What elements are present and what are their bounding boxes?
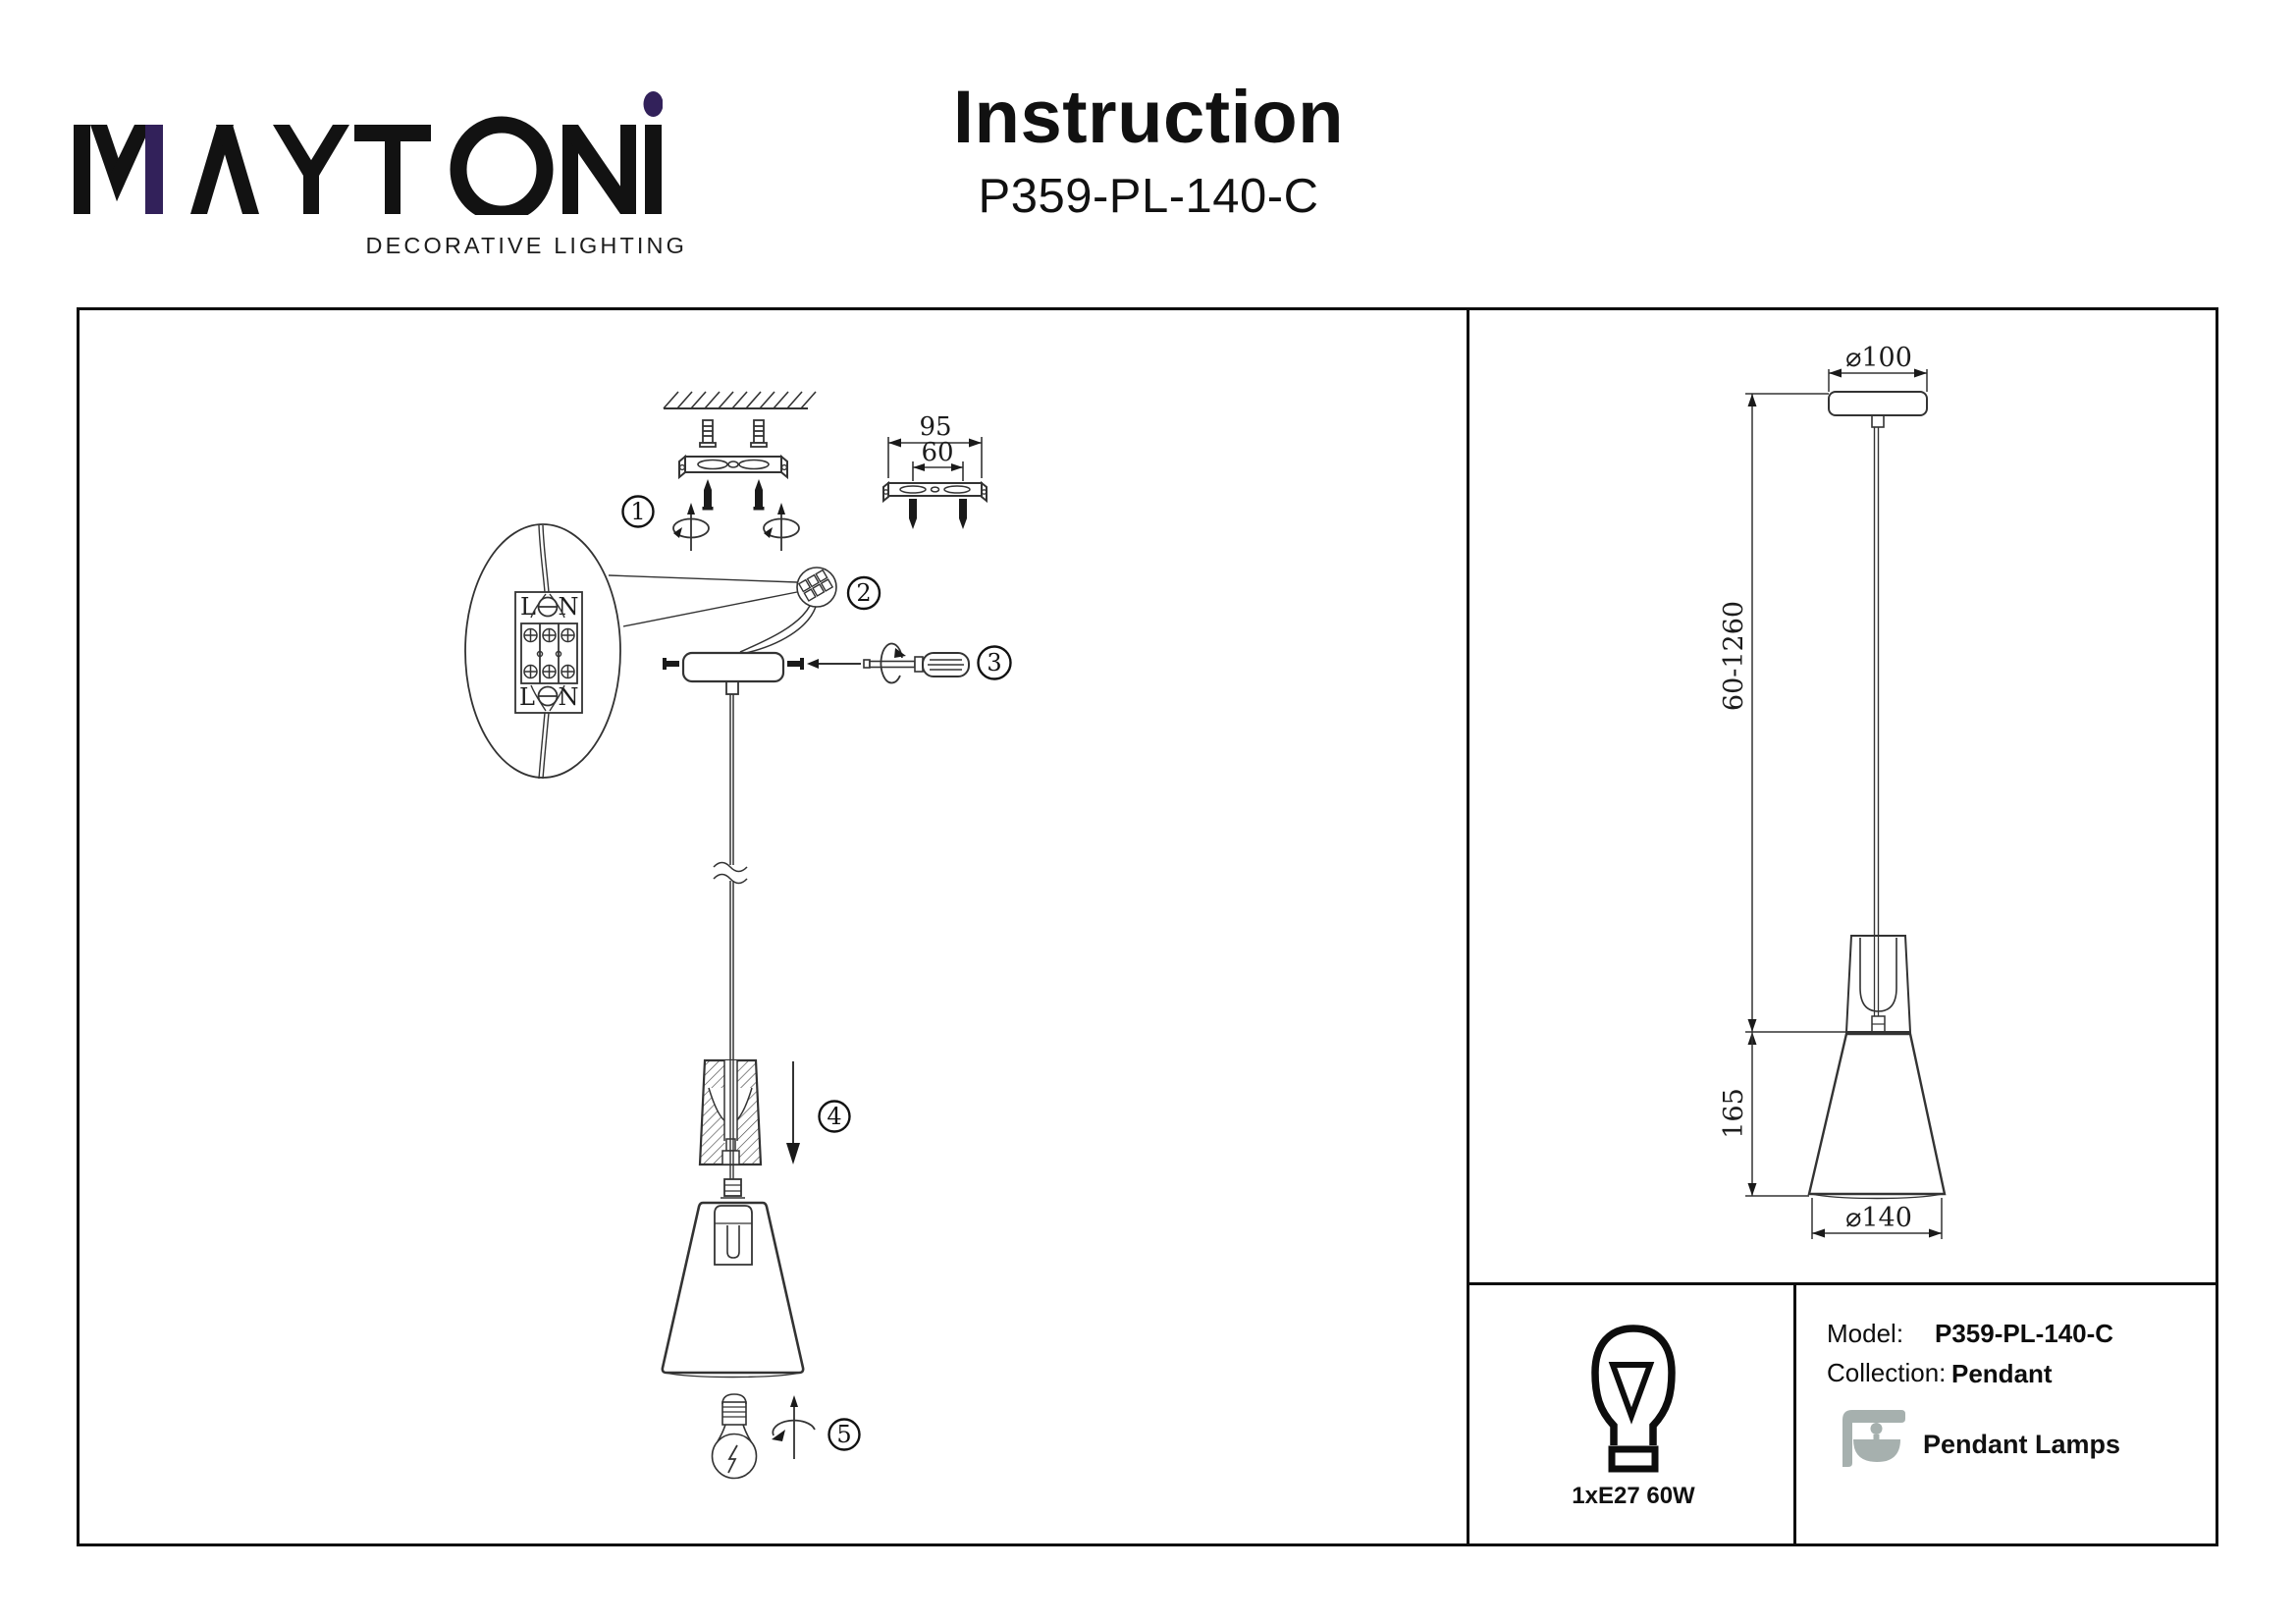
light-bulb-icon [713, 1394, 757, 1479]
logo-purple-stem [145, 125, 163, 214]
logo-purple-dot [644, 91, 664, 117]
logo-tagline: DECORATIVE LIGHTING [365, 233, 687, 258]
screw-icon [909, 499, 967, 529]
brand-name [0, 0, 1, 1]
step-1-badge [623, 497, 654, 527]
bulb-icon [1590, 1324, 1677, 1473]
svg-text:165: 165 [1719, 1088, 1749, 1139]
dimension-suspension-height [1745, 394, 1907, 1045]
lampshade [663, 1203, 803, 1378]
model-label: Model: [1827, 1319, 1904, 1348]
svg-text:⌀100: ⌀100 [1845, 343, 1912, 373]
screw-icon [703, 479, 765, 511]
svg-text:L: L [519, 683, 535, 711]
mounting-bracket [679, 457, 787, 477]
maytoni-logo [74, 91, 663, 215]
page-title: Instruction [952, 76, 1345, 159]
title-block [883, 76, 1414, 224]
step-4-badge [820, 1102, 850, 1132]
rotation-arrow-icon [673, 503, 799, 551]
svg-text:2: 2 [856, 579, 872, 607]
step-3-badge [979, 647, 1011, 679]
model-number-title: P359-PL-140-C [978, 170, 1319, 223]
lightning-icon [728, 1445, 737, 1473]
canopy-outline [1829, 392, 1927, 427]
dimension-spec-panel [1467, 307, 2218, 1546]
svg-text:⌀140: ⌀140 [1845, 1203, 1912, 1233]
svg-text:4: 4 [827, 1103, 842, 1130]
insert-arrow [807, 659, 861, 669]
spec-divider-horizontal [1469, 1282, 2216, 1285]
down-arrow-icon [786, 1061, 800, 1164]
svg-text:60-1260: 60-1260 [1719, 600, 1749, 712]
pendant-lamp-icon [1839, 1410, 1905, 1467]
collection-value: Pendant [1951, 1359, 2053, 1388]
assembly-diagram-panel [77, 307, 1469, 1546]
assembly-diagram [80, 310, 1467, 1543]
rotation-arrow-icon [772, 1395, 815, 1459]
suspension-cord [714, 694, 747, 1060]
svg-text:L: L [520, 593, 536, 621]
step-2-badge [848, 577, 880, 609]
lamp-spec: 1xE27 60W [1572, 1483, 1695, 1509]
lampshade-outline [1809, 1034, 1945, 1199]
svg-text:95: 95 [919, 412, 952, 442]
cone-grip-outline [1846, 936, 1910, 1033]
model-value: P359-PL-140-C [1935, 1319, 2114, 1348]
screwdriver-icon [864, 643, 969, 682]
svg-text:N: N [558, 593, 579, 621]
cone-grip [700, 1060, 761, 1179]
collection-label: Collection: [1827, 1358, 1947, 1387]
lamp-socket [721, 1179, 745, 1198]
logo-wordmark [74, 91, 663, 214]
dimension-shade-height [1745, 1032, 1809, 1196]
spec-divider-vertical [1793, 1282, 1796, 1543]
svg-text:N: N [558, 683, 579, 711]
wiring-detail-bubble [465, 524, 797, 779]
cord-outline [1875, 427, 1879, 936]
svg-text:3: 3 [987, 649, 1002, 677]
svg-text:1: 1 [630, 498, 646, 525]
step-5-badge [829, 1420, 860, 1450]
wall-anchor-icon [700, 420, 767, 447]
category-label: Pendant Lamps [1923, 1430, 2121, 1459]
svg-text:5: 5 [836, 1421, 852, 1448]
bracket-dimension-drawing [883, 412, 987, 529]
ceiling-icon [664, 392, 816, 408]
ceiling-canopy [683, 653, 783, 694]
svg-text:60: 60 [921, 438, 954, 467]
